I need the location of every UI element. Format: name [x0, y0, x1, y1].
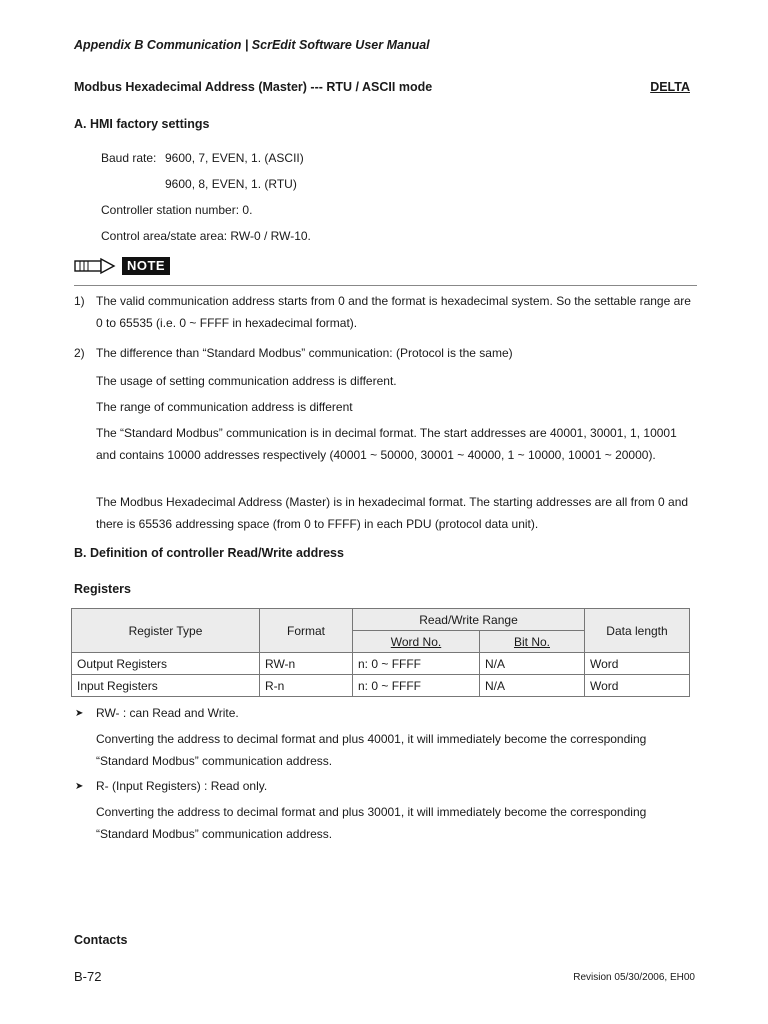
- header-register-type: Register Type: [72, 609, 260, 653]
- note-item-2-para-2: The range of communication address is different: [96, 400, 353, 414]
- baud-rate-rtu: 9600, 8, EVEN, 1. (RTU): [165, 177, 297, 191]
- note-label: NOTE: [122, 257, 170, 275]
- station-number: Controller station number: 0.: [101, 203, 253, 217]
- section-b-heading: B. Definition of controller Read/Write address: [74, 546, 344, 560]
- cell-data-length: Word: [585, 653, 690, 675]
- note-item-2-para-1: The usage of setting communication address is different.: [96, 374, 397, 388]
- cell-word-no: n: 0 ~ FFFF: [353, 653, 480, 675]
- note-item-2-para-4: The Modbus Hexadecimal Address (Master) is in hexadecimal format. The starting addresses are all from 0 and there is 65536 addressing space (from 0 to FFFF) in each PDU (protocol data unit).: [96, 495, 689, 531]
- title-text: Modbus Hexadecimal Address (Master) --- RTU / ASCII mode: [74, 80, 433, 94]
- cell-register-type: Input Registers: [72, 675, 260, 697]
- header-bit-no: Bit No.: [480, 631, 585, 653]
- bullet-arrow-icon: ➤: [75, 781, 84, 792]
- note-item-1-text: The valid communication address starts from 0 and the format is hexadecimal system. So the settable range are 0 to 65535 (i.e. 0 ~ FFFF in hexadecimal format).: [96, 294, 691, 330]
- section-a-heading: A. HMI factory settings: [74, 117, 210, 131]
- header-read-write-range: Read/Write Range: [353, 609, 585, 631]
- page-title: [74, 80, 690, 94]
- note-item-2-para-3: The “Standard Modbus” communication is in decimal format. The start addresses are 40001, 30001, 1, 10001 and contains 10000 addresses respectively (40001 ~ 50000, 30001 ~ 40000, 1 ~ 10000, 10001 ~ 20000).: [96, 426, 677, 462]
- cell-bit-no: N/A: [480, 653, 585, 675]
- note-item-1-number: 1): [74, 294, 85, 308]
- header-data-length: Data length: [585, 609, 690, 653]
- table-row: [72, 675, 690, 697]
- bullet-arrow-icon: ➤: [75, 708, 84, 719]
- header-word-no: Word No.: [353, 631, 480, 653]
- note-item-2-number: 2): [74, 346, 85, 360]
- cell-format: R-n: [260, 675, 353, 697]
- bullet-rw-title: RW- : can Read and Write.: [96, 706, 239, 720]
- note-banner: [74, 256, 697, 286]
- baud-rate-ascii: 9600, 7, EVEN, 1. (ASCII): [165, 151, 304, 165]
- baud-rate-label: Baud rate:: [101, 151, 157, 165]
- revision-label: Revision 05/30/2006, EH00: [573, 972, 695, 983]
- control-area: Control area/state area: RW-0 / RW-10.: [101, 229, 311, 243]
- running-header: Appendix B Communication | ScrEdit Software User Manual: [74, 38, 430, 52]
- contacts-heading: Contacts: [74, 933, 128, 947]
- cell-word-no: n: 0 ~ FFFF: [353, 675, 480, 697]
- table-header-row: [72, 609, 690, 631]
- registers-table: [71, 608, 690, 697]
- page-number: B-72: [74, 969, 102, 984]
- header-format: Format: [260, 609, 353, 653]
- brand-label: DELTA: [650, 80, 690, 94]
- bullet-r-title: R- (Input Registers) : Read only.: [96, 779, 268, 793]
- registers-heading: Registers: [74, 582, 131, 596]
- table-row: [72, 653, 690, 675]
- cell-data-length: Word: [585, 675, 690, 697]
- bullet-r-text: Converting the address to decimal format and plus 30001, it will immediately become the corresponding “Standard Modbus” communication address.: [96, 805, 647, 841]
- bullet-rw-text: Converting the address to decimal format and plus 40001, it will immediately become the corresponding “Standard Modbus” communication address.: [96, 732, 647, 768]
- cell-register-type: Output Registers: [72, 653, 260, 675]
- cell-bit-no: N/A: [480, 675, 585, 697]
- note-item-2-text: The difference than “Standard Modbus” communication: (Protocol is the same): [96, 346, 513, 360]
- cell-format: RW-n: [260, 653, 353, 675]
